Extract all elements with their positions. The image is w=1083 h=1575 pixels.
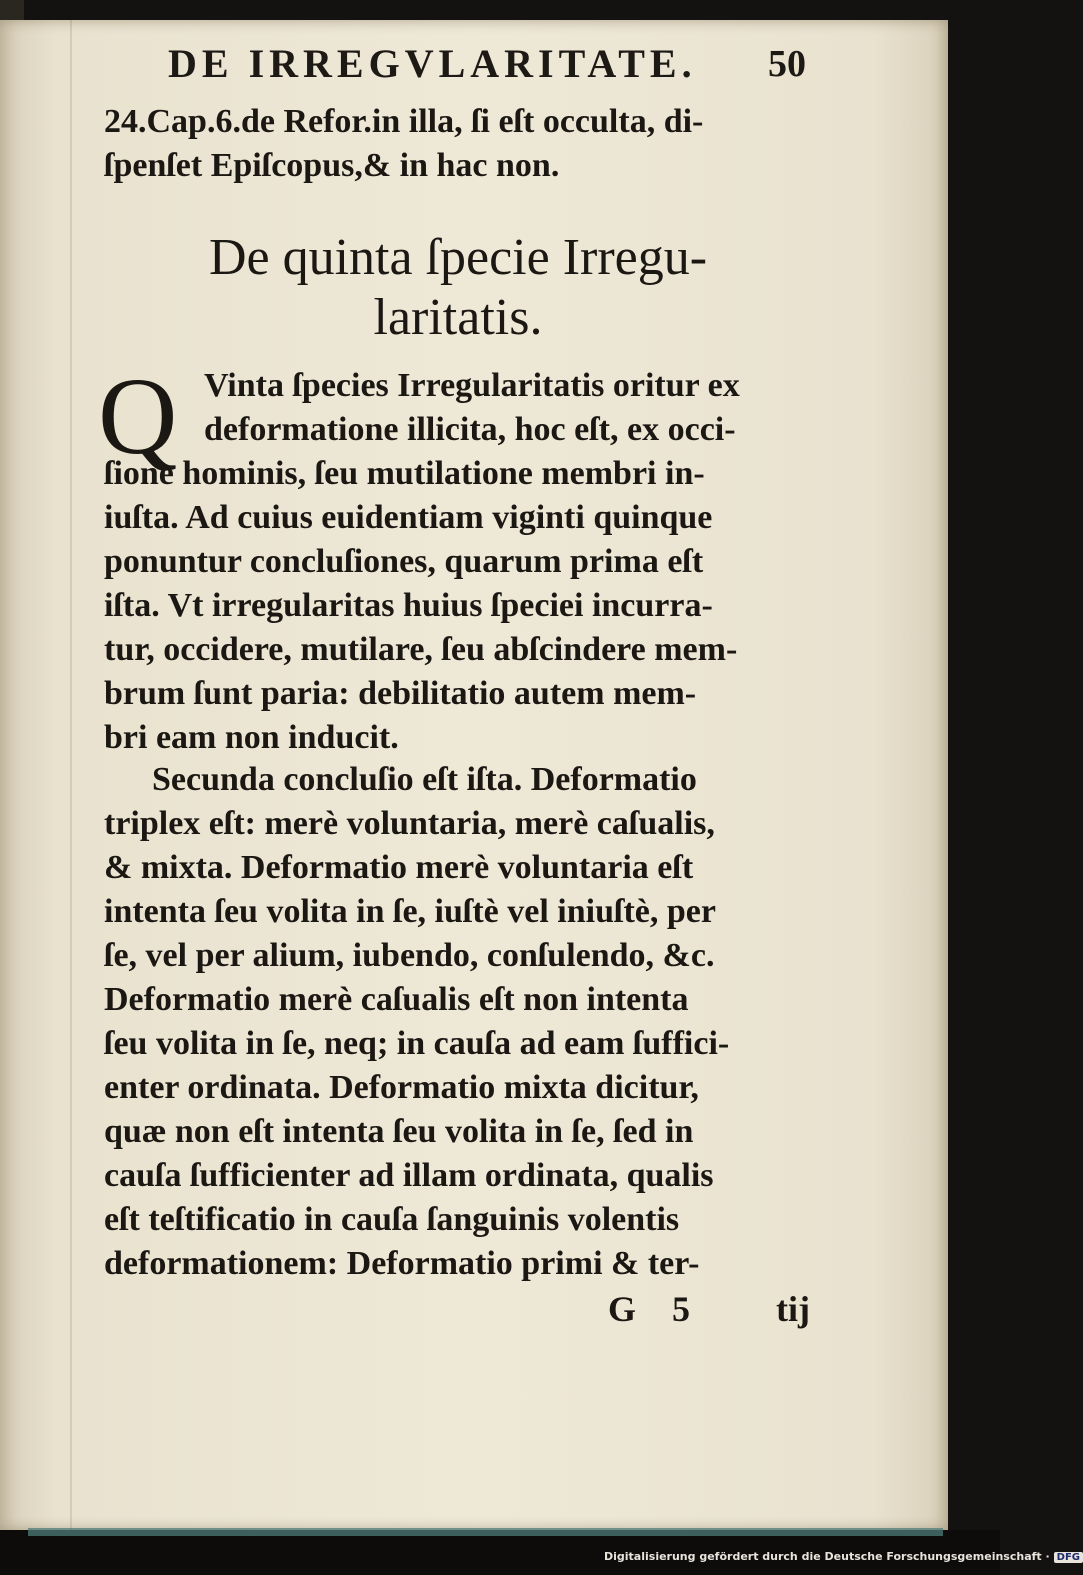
text-line: iuſta. Ad cuius euidentiam viginti quinque bbox=[104, 499, 713, 536]
text-line: ſione hominis, ſeu mutilatione membri in- bbox=[104, 455, 705, 492]
page-number: 50 bbox=[768, 43, 806, 85]
heading-line: De quinta ſpecie Irregu- bbox=[208, 229, 708, 286]
text-line: enter ordinata. Deformatio mixta dicitur, bbox=[104, 1069, 699, 1106]
section-heading bbox=[138, 228, 778, 348]
text-line: Vinta ſpecies Irregularitatis oritur ex bbox=[204, 367, 740, 404]
text-line: ſpenſet Epiſcopus,& in hac non. bbox=[104, 147, 560, 184]
text-line: ſe, vel per alium, iubendo, conſulendo, &c. bbox=[104, 937, 715, 974]
text-line: Deformatio merè caſualis eſt non intenta bbox=[104, 981, 689, 1018]
binding-edge bbox=[28, 1528, 943, 1536]
paragraph-2 bbox=[104, 758, 826, 1286]
continuation-text bbox=[104, 100, 826, 188]
credit-text: Digitalisierung gefördert durch die Deutsche Forschungsgemeinschaft · bbox=[604, 1550, 1050, 1563]
text-line: & mixta. Deformatio merè voluntaria eſt bbox=[104, 849, 694, 886]
running-head-title: DE IRREGVLARITATE. bbox=[168, 41, 697, 86]
catchword: tij bbox=[776, 1289, 810, 1329]
text-line: iſta. Vt irregularitas huius ſpeciei incurra- bbox=[104, 587, 713, 624]
page-corner bbox=[0, 0, 24, 20]
text-line: bri eam non inducit. bbox=[104, 719, 399, 756]
text-line: triplex eſt: merè voluntaria, merè caſualis, bbox=[104, 805, 715, 842]
signature-number: 5 bbox=[672, 1289, 690, 1329]
text-line: ſeu volita in ſe, neq; in cauſa ad eam ſuffici- bbox=[104, 1025, 730, 1062]
digitization-credit bbox=[604, 1550, 1081, 1563]
signature-mark: G bbox=[608, 1289, 637, 1329]
text-line: Secunda concluſio eſt iſta. Deformatio bbox=[152, 761, 697, 798]
text-line: deformatione illicita, hoc eſt, ex occi- bbox=[204, 411, 736, 448]
text-line: 24.Cap.6.de Refor.in illa, ſi eſt occulta, di- bbox=[104, 103, 704, 140]
dfg-logo: DFG bbox=[1054, 1552, 1083, 1563]
paragraph-1 bbox=[104, 364, 826, 760]
text-line: deformationem: Deformatio primi & ter- bbox=[104, 1245, 700, 1282]
text-line: ponuntur concluſiones, quarum prima eſt bbox=[104, 543, 704, 580]
text-line: brum ſunt paria: debilitatio autem mem- bbox=[104, 675, 697, 712]
heading-line: laritatis. bbox=[373, 289, 543, 346]
text-line: eſt teſtificatio in cauſa ſanguinis volentis bbox=[104, 1201, 680, 1238]
drop-initial: Q bbox=[98, 355, 178, 477]
gutter-shadow bbox=[70, 20, 72, 1530]
text-line: tur, occidere, mutilare, ſeu abſcindere mem- bbox=[104, 631, 738, 668]
text-line: quæ non eſt intenta ſeu volita in ſe, ſed in bbox=[104, 1113, 694, 1150]
text-line: intenta ſeu volita in ſe, iuſtè vel iniuſtè, per bbox=[104, 893, 716, 930]
text-line: cauſa ſufficienter ad illam ordinata, qualis bbox=[104, 1157, 714, 1194]
